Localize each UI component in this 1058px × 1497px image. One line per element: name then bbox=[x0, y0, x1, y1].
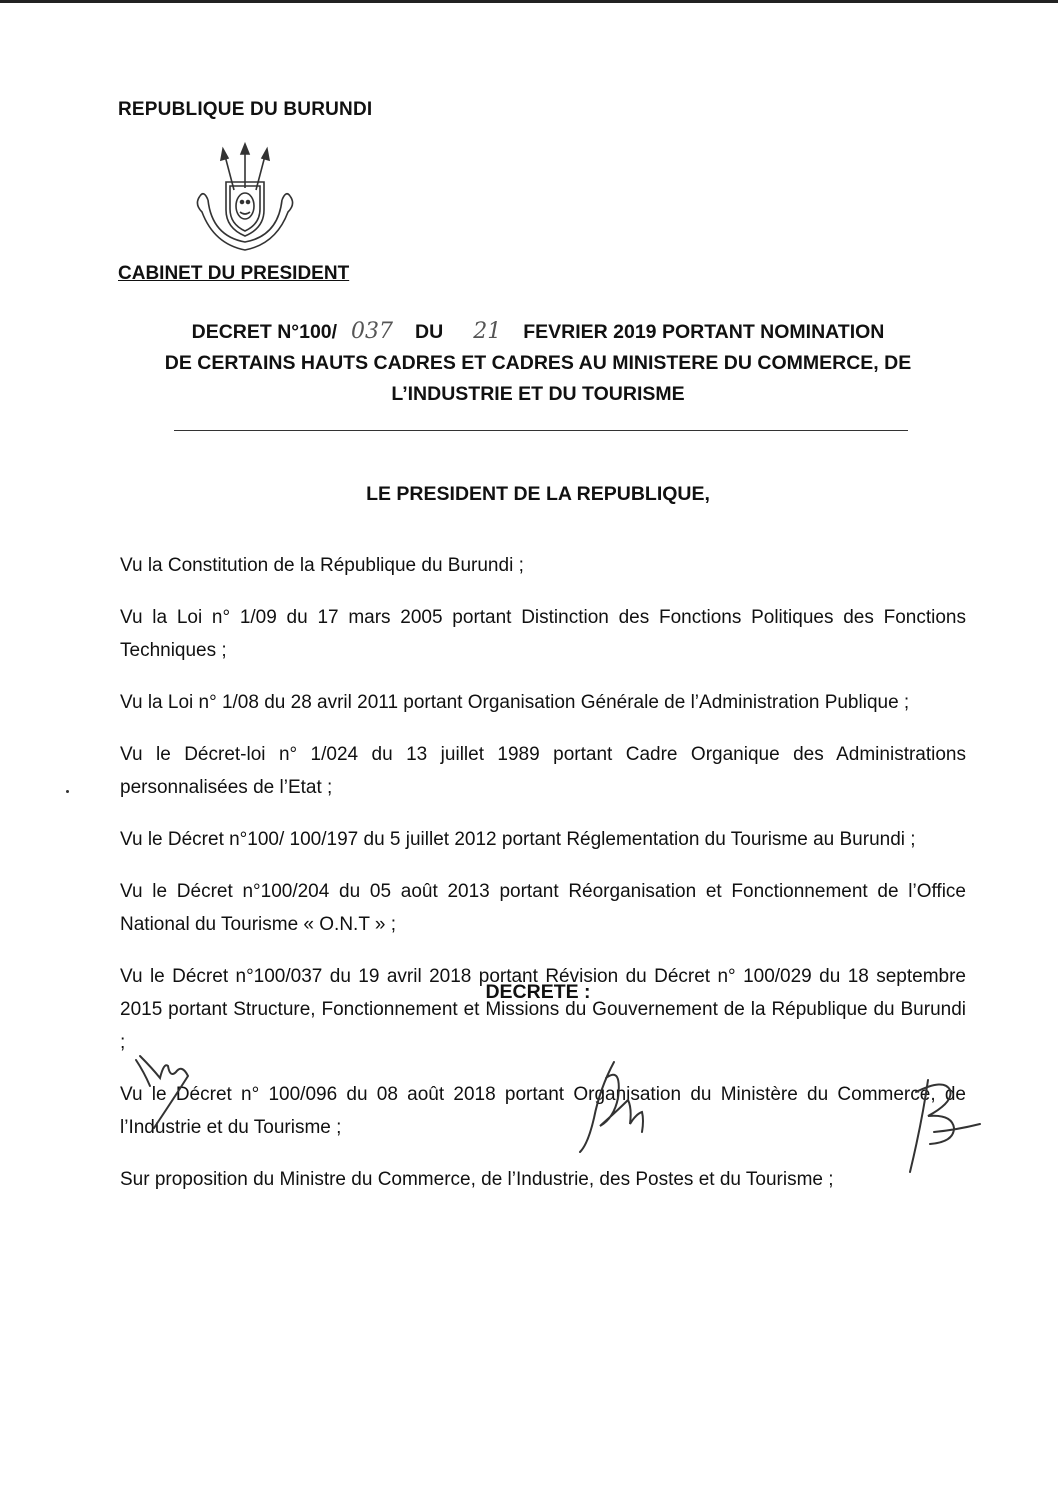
handwritten-day: 21 bbox=[473, 319, 502, 344]
scan-speck bbox=[66, 790, 69, 793]
title-divider bbox=[174, 430, 908, 431]
title-line-1 bbox=[118, 316, 958, 348]
title-line-2: DE CERTAINS HAUTS CADRES ET CADRES AU MINISTERE DU COMMERCE, DE bbox=[164, 352, 912, 374]
title-line-3: L’INDUSTRIE ET DU TOURISME bbox=[391, 383, 685, 405]
handwritten-decree-number: 037 bbox=[351, 319, 394, 344]
preamble-paragraph: Vu le Décret n° 100/096 du 08 août 2018 portant Organisation du Ministère du Commerce, de l’Industrie et du Tourisme ; bbox=[120, 1084, 966, 1138]
initials-signature-3 bbox=[894, 1072, 986, 1177]
preamble-paragraph: Vu la Loi n° 1/09 du 17 mars 2005 portant Distinction des Fonctions Politiques des Fonctions Techniques ; bbox=[120, 607, 966, 661]
initials-signature-1 bbox=[130, 1042, 200, 1132]
preamble-paragraph: Vu le Décret n°100/204 du 05 août 2013 portant Réorganisation et Fonctionnement de l’Office National du Tourisme « O.N.T » ; bbox=[120, 881, 966, 935]
decree-prefix: DECRET N°100/ bbox=[191, 321, 338, 343]
preamble-paragraph: Vu le Décret-loi n° 1/024 du 13 juillet 1989 portant Cadre Organique des Administrations personnalisées de l’Etat ; bbox=[120, 744, 966, 798]
cabinet-header: CABINET DU PRESIDENT bbox=[118, 263, 350, 284]
initials-signature-2 bbox=[570, 1048, 670, 1158]
scan-top-edge bbox=[0, 0, 1058, 3]
burundi-coat-of-arms-icon bbox=[186, 140, 304, 262]
decree-title bbox=[118, 316, 958, 410]
preamble bbox=[120, 549, 966, 1215]
preamble-paragraph: Vu la Loi n° 1/08 du 28 avril 2011 portant Organisation Générale de l’Administration Publique ; bbox=[120, 692, 910, 713]
preamble-paragraph: Vu la Constitution de la République du Burundi ; bbox=[120, 555, 524, 576]
du-word: DU bbox=[415, 321, 444, 343]
decrete-heading: DECRETE : bbox=[485, 981, 591, 1003]
president-heading: LE PRESIDENT DE LA REPUBLIQUE, bbox=[366, 483, 710, 505]
republic-header: REPUBLIQUE DU BURUNDI bbox=[118, 99, 373, 120]
preamble-paragraph: Vu le Décret n°100/037 du 19 avril 2018 portant Révision du Décret n° 100/029 du 18 septembre 2015 portant Structure, Fonctionnement et Missions du Gouvernement de la République du Burundi ; bbox=[120, 966, 966, 1053]
decree-date-suffix: FEVRIER 2019 PORTANT NOMINATION bbox=[523, 321, 885, 343]
preamble-paragraph: Sur proposition du Ministre du Commerce, de l’Industrie, des Postes et du Tourisme ; bbox=[120, 1169, 834, 1190]
preamble-paragraph: Vu le Décret n°100/ 100/197 du 5 juillet 2012 portant Réglementation du Tourisme au Burundi ; bbox=[120, 829, 916, 850]
